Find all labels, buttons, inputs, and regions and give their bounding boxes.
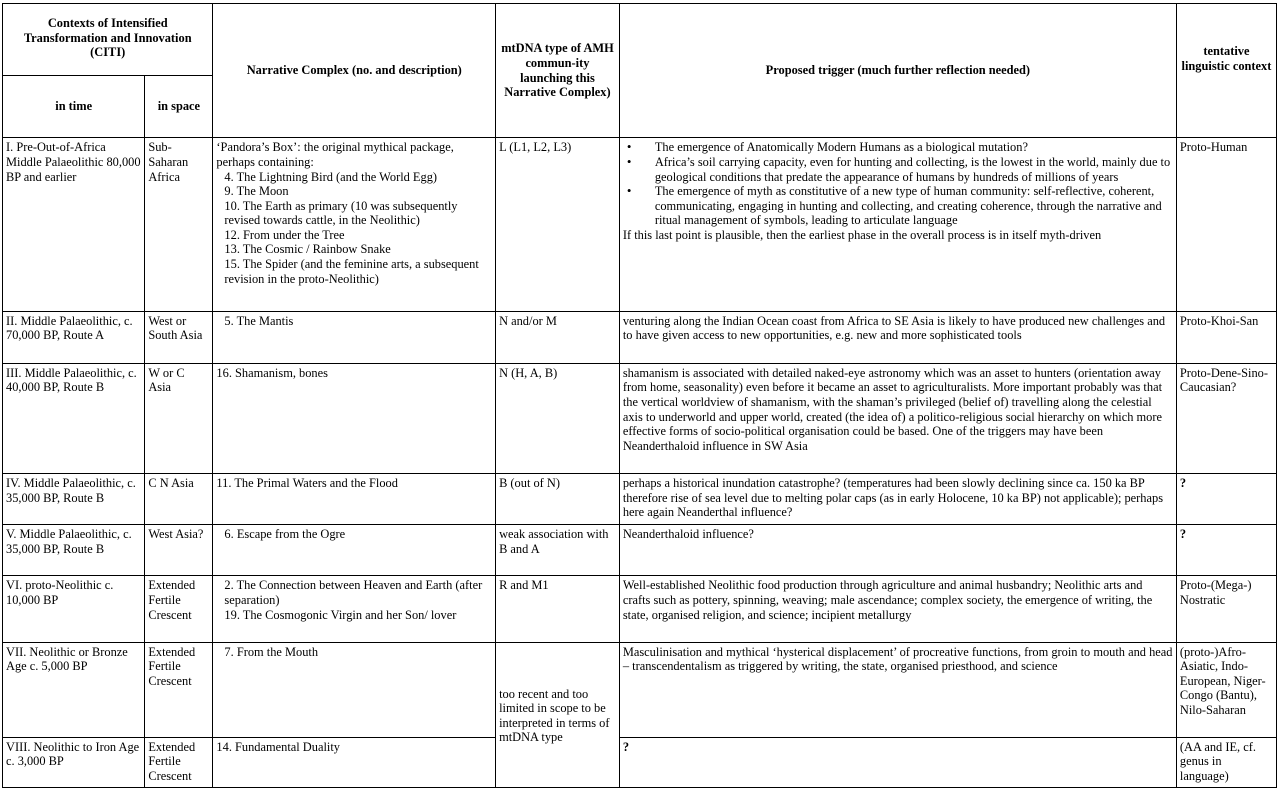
narrative-item: 5. The Mantis — [224, 313, 294, 328]
header-narrative: Narrative Complex (no. and description) — [213, 4, 496, 138]
row-trigger: Masculinisation and mythical ‘hysterical displacement’ of procreative functions, from groin to mouth and head – transcendentalism as triggered by writing, the state, organised priesthood, and science — [619, 642, 1176, 737]
row-narrative: 11. The Primal Waters and the Flood — [213, 474, 496, 525]
row-trigger: Well-established Neolithic food production through agriculture and animal husbandry; Neolithic arts and crafts such as pottery, spinning, weaving; male ascendance; complex society, the emergence of writing, the state, organised religion, and science; incipient metallurgy — [619, 576, 1176, 642]
trigger-bullet: • The emergence of Anatomically Modern Humans as a biological mutation? — [655, 140, 1173, 155]
row-time: VI. proto-Neolithic c. 10,000 BP — [3, 576, 145, 642]
narrative-item: 19. The Cosmogonic Virgin and her Son/ lover — [224, 607, 457, 622]
narrative-item: 6. Escape from the Ogre — [224, 527, 346, 542]
table-row — [3, 525, 1277, 576]
narrative-item: 10. The Earth as primary (10 was subsequently revised towards cattle, in the Neolithic) — [224, 198, 458, 228]
trigger-bullet-list — [623, 140, 1173, 228]
header-in-time: in time — [3, 76, 145, 138]
table-row — [3, 311, 1277, 363]
row-narrative — [213, 138, 496, 311]
table-row — [3, 737, 1277, 787]
row-space: West or South Asia — [145, 311, 213, 363]
row-trigger: venturing along the Indian Ocean coast from Africa to SE Asia is likely to have produced new challenges and to have given access to new opportunities, e.g. new and more sophisticated tools — [619, 311, 1176, 363]
row-linguistic: (proto-)Afro-Asiatic, Indo-European, Niger-Congo (Bantu), Nilo-Saharan — [1176, 642, 1276, 737]
row-narrative — [213, 576, 496, 642]
table-row — [3, 138, 1277, 311]
row-time: I. Pre-Out-of-Africa Middle Palaeolithic 80,000 BP and earlier — [3, 138, 145, 311]
row-mtdna: B (out of N) — [496, 474, 620, 525]
row-linguistic: (AA and IE, cf. genus in language) — [1176, 737, 1276, 787]
narrative-item: 13. The Cosmic / Rainbow Snake — [224, 242, 391, 257]
narrative-item: 12. From under the Tree — [224, 227, 345, 242]
row-trigger: shamanism is associated with detailed naked-eye astronomy which was an asset to hunters (orientation away from home, seasonality) even before it became an asset to agriculturalists. More important probably was that the vertical worldview of shamanism, with the shaman’s privileged (belief of) travelling along the celestial axis to underworld and upper world, created (the idea of) a politico-religious social hierarchy on which more effective forms of socio-political organisation could be based. One of the triggers may have been Neanderthaloid influence in SW Asia — [619, 363, 1176, 473]
row-space: Extended Fertile Crescent — [145, 737, 213, 787]
row-linguistic: ? — [1176, 474, 1276, 525]
row-trigger — [619, 138, 1176, 311]
row-space: W or C Asia — [145, 363, 213, 473]
table-row — [3, 642, 1277, 737]
row-linguistic: Proto-Khoi-San — [1176, 311, 1276, 363]
row-mtdna: L (L1, L2, L3) — [496, 138, 620, 311]
row-narrative: 16. Shamanism, bones — [213, 363, 496, 473]
table-row — [3, 363, 1277, 473]
header-trigger: Proposed trigger (much further reflection needed) — [619, 4, 1176, 138]
row-space: Extended Fertile Crescent — [145, 642, 213, 737]
table-row — [3, 576, 1277, 642]
row-mtdna: N and/or M — [496, 311, 620, 363]
narrative-intro: ‘Pandora’s Box’: the original mythical package, perhaps containing: — [216, 140, 454, 169]
narrative-item: 9. The Moon — [224, 184, 289, 199]
row-linguistic: ? — [1176, 525, 1276, 576]
row-time: III. Middle Palaeolithic, c. 40,000 BP, Route B — [3, 363, 145, 473]
header-linguistic: tentative linguistic context — [1176, 4, 1276, 138]
row-trigger: Neanderthaloid influence? — [619, 525, 1176, 576]
trigger-bullet: • Africa’s soil carrying capacity, even for hunting and collecting, is the lowest in the world, mainly due to geological conditions that predate the appearance of humans by hundreds of millions of years — [655, 155, 1173, 184]
row-narrative — [213, 525, 496, 576]
table-row — [3, 474, 1277, 525]
header-citi: Contexts of Intensified Transformation and Innovation (CITI) — [3, 4, 213, 76]
row-trigger: perhaps a historical inundation catastrophe? (temperatures had been slowly declining since ca. 150 ka BP therefore rise of sea level due to melting polar caps (as in early Holocene, 10 ka BP) not applicable); perhaps here again Neanderthal influence? — [619, 474, 1176, 525]
row-trigger: ? — [619, 737, 1176, 787]
row-narrative: 14. Fundamental Duality — [213, 737, 496, 787]
row-linguistic: Proto-(Mega-) Nostratic — [1176, 576, 1276, 642]
row-space: C N Asia — [145, 474, 213, 525]
row-narrative — [213, 311, 496, 363]
narrative-item: 2. The Connection between Heaven and Earth (after separation) — [224, 578, 483, 608]
narrative-item: 7. From the Mouth — [224, 644, 319, 659]
row-mtdna: too recent and too limited in scope to be interpreted in terms of mtDNA type — [496, 642, 620, 787]
row-mtdna: N (H, A, B) — [496, 363, 620, 473]
row-mtdna: R and M1 — [496, 576, 620, 642]
citi-table — [2, 3, 1277, 788]
narrative-item: 4. The Lightning Bird (and the World Egg) — [224, 169, 438, 184]
row-time: VIII. Neolithic to Iron Age c. 3,000 BP — [3, 737, 145, 787]
row-space: Extended Fertile Crescent — [145, 576, 213, 642]
header-mtdna: mtDNA type of AMH commun-ity launching this Narrative Complex) — [496, 4, 620, 138]
header-in-space: in space — [145, 76, 213, 138]
narrative-item: 15. The Spider (and the feminine arts, a subsequent revision in the proto-Neolithic) — [224, 257, 479, 286]
row-time: II. Middle Palaeolithic, c. 70,000 BP, Route A — [3, 311, 145, 363]
row-linguistic: Proto-Human — [1176, 138, 1276, 311]
row-time: IV. Middle Palaeolithic, c. 35,000 BP, Route B — [3, 474, 145, 525]
row-linguistic: Proto-Dene-Sino-Caucasian? — [1176, 363, 1276, 473]
row-time: VII. Neolithic or Bronze Age c. 5,000 BP — [3, 642, 145, 737]
row-narrative — [213, 642, 496, 737]
trigger-bullet: • The emergence of myth as constitutive of a new type of human community: self-reflective, coherent, communicating, engaging in hunting and collecting, and creating coherence, through the narrative and ritual management of symbols, leading to articulate language — [655, 184, 1173, 228]
row-space: Sub-Saharan Africa — [145, 138, 213, 311]
trigger-after: If this last point is plausible, then the earliest phase in the overall process is in itself myth-driven — [622, 227, 1102, 242]
row-time: V. Middle Palaeolithic, c. 35,000 BP, Route B — [3, 525, 145, 576]
row-mtdna: weak association with B and A — [496, 525, 620, 576]
row-space: West Asia? — [145, 525, 213, 576]
